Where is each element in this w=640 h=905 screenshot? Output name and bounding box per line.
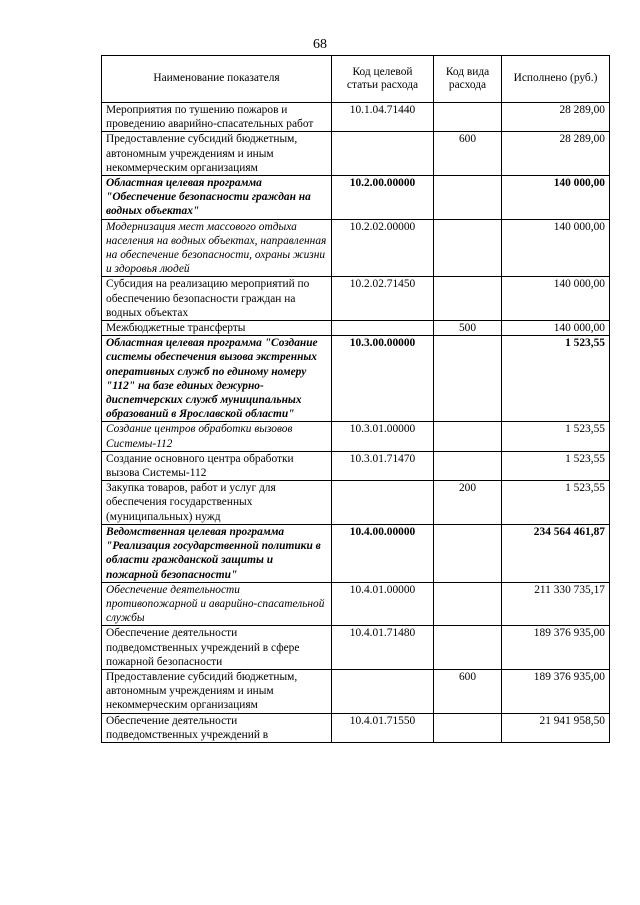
row-code [332, 669, 434, 713]
page-number: 68 [313, 37, 327, 52]
table-row [102, 524, 610, 582]
row-code: 10.4.01.71550 [332, 713, 434, 742]
row-kind: 600 [434, 132, 502, 176]
header-name: Наименование показателя [102, 56, 332, 103]
row-kind: 600 [434, 669, 502, 713]
table-row [102, 481, 610, 525]
row-amount: 1 523,55 [502, 451, 610, 480]
row-kind [434, 422, 502, 451]
row-code: 10.3.00.00000 [332, 336, 434, 422]
row-code: 10.4.00.00000 [332, 524, 434, 582]
row-amount: 234 564 461,87 [502, 524, 610, 582]
header-code: Код целевой статьи расхода [332, 56, 434, 103]
row-kind [434, 176, 502, 220]
row-name: Предоставление субсидий бюджетным, автономным учреждениям и иным некоммерческим организациям [102, 669, 332, 713]
row-amount: 140 000,00 [502, 219, 610, 277]
row-code: 10.4.01.00000 [332, 582, 434, 626]
row-name: Обеспечение деятельности подведомственных учреждений в [102, 713, 332, 742]
row-amount: 1 523,55 [502, 336, 610, 422]
row-amount: 189 376 935,00 [502, 669, 610, 713]
table-row [102, 336, 610, 422]
table-header-row [102, 56, 610, 103]
row-name: Областная целевая программа "Создание системы обеспечения вызова экстренных оперативных служб по единому номеру "112" на базе единых дежурно-диспетчерских служб муниципальных образований в Ярославской области" [102, 336, 332, 422]
row-name: Обеспечение деятельности подведомственных учреждений в сфере пожарной безопасности [102, 626, 332, 670]
row-amount: 140 000,00 [502, 176, 610, 220]
row-code: 10.2.02.00000 [332, 219, 434, 277]
row-name: Мероприятия по тушению пожаров и проведению аварийно-спасательных работ [102, 103, 332, 132]
table-row [102, 103, 610, 132]
row-code: 10.3.01.00000 [332, 422, 434, 451]
row-code: 10.1.04.71440 [332, 103, 434, 132]
row-name: Субсидия на реализацию мероприятий по обеспечению безопасности граждан на водных объектах [102, 277, 332, 321]
row-kind [434, 626, 502, 670]
table-row [102, 176, 610, 220]
row-name: Создание основного центра обработки вызова Системы-112 [102, 451, 332, 480]
table-row [102, 219, 610, 277]
table-row [102, 321, 610, 336]
row-name: Создание центров обработки вызовов Системы-112 [102, 422, 332, 451]
row-kind: 200 [434, 481, 502, 525]
row-code [332, 481, 434, 525]
row-name: Предоставление субсидий бюджетным, автономным учреждениям и иным некоммерческим организациям [102, 132, 332, 176]
row-name: Закупка товаров, работ и услуг для обеспечения государственных (муниципальных) нужд [102, 481, 332, 525]
row-kind [434, 277, 502, 321]
row-amount: 140 000,00 [502, 277, 610, 321]
row-code: 10.4.01.71480 [332, 626, 434, 670]
row-kind [434, 524, 502, 582]
budget-table [101, 55, 610, 743]
table-body [102, 103, 610, 743]
header-amount: Исполнено (руб.) [502, 56, 610, 103]
row-code: 10.2.02.71450 [332, 277, 434, 321]
row-kind [434, 451, 502, 480]
row-kind [434, 336, 502, 422]
row-code: 10.2.00.00000 [332, 176, 434, 220]
table-row [102, 422, 610, 451]
row-amount: 28 289,00 [502, 132, 610, 176]
table-row [102, 669, 610, 713]
table-row [102, 132, 610, 176]
row-amount: 140 000,00 [502, 321, 610, 336]
row-kind: 500 [434, 321, 502, 336]
row-kind [434, 219, 502, 277]
header-kind: Код вида расхода [434, 56, 502, 103]
row-kind [434, 713, 502, 742]
row-name: Модернизация мест массового отдыха населения на водных объектах, направленная на обеспечение безопасности, охраны жизни и здоровья людей [102, 219, 332, 277]
table-row [102, 451, 610, 480]
table-row [102, 626, 610, 670]
row-name: Областная целевая программа "Обеспечение безопасности граждан на водных объектах" [102, 176, 332, 220]
table-row [102, 713, 610, 742]
row-amount: 189 376 935,00 [502, 626, 610, 670]
row-name: Межбюджетные трансферты [102, 321, 332, 336]
row-amount: 1 523,55 [502, 422, 610, 451]
row-amount: 28 289,00 [502, 103, 610, 132]
row-kind [434, 103, 502, 132]
table-row [102, 582, 610, 626]
row-kind [434, 582, 502, 626]
row-code [332, 132, 434, 176]
row-amount: 1 523,55 [502, 481, 610, 525]
row-name: Обеспечение деятельности противопожарной и аварийно-спасательной службы [102, 582, 332, 626]
row-name: Ведомственная целевая программа "Реализация государственной политики в области гражданской защиты и пожарной безопасности" [102, 524, 332, 582]
row-code [332, 321, 434, 336]
row-amount: 21 941 958,50 [502, 713, 610, 742]
table-row [102, 277, 610, 321]
row-amount: 211 330 735,17 [502, 582, 610, 626]
row-code: 10.3.01.71470 [332, 451, 434, 480]
